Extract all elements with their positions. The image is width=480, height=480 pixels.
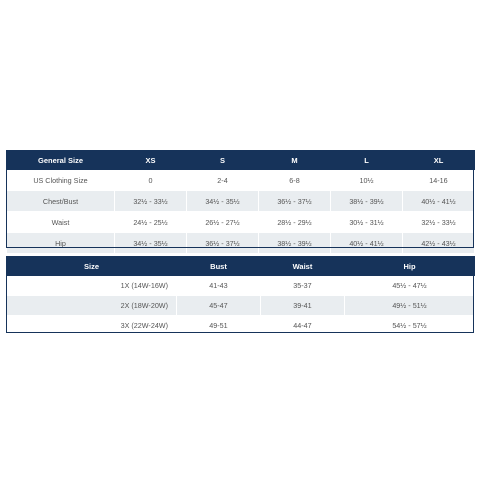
table-cell: 54½ - 57½	[345, 316, 475, 336]
header-size: Size	[7, 257, 177, 276]
table-cell: 10½	[331, 170, 403, 191]
header-xl: XL	[403, 151, 475, 170]
table-cell: 41-43	[177, 276, 261, 296]
table-cell: 39-41	[261, 296, 345, 316]
table-cell: 38½ - 39½	[331, 191, 403, 212]
plus-size-chart	[6, 256, 475, 336]
table-cell: 45-47	[177, 296, 261, 316]
table-row	[7, 212, 475, 233]
row-label: Waist	[7, 212, 115, 233]
table-cell: 49-51	[177, 316, 261, 336]
row-label: US Clothing Size	[7, 170, 115, 191]
table-cell: 24½ - 25½	[115, 212, 187, 233]
table-cell: 32½ - 33½	[115, 191, 187, 212]
table-cell: 40½ - 41½	[331, 233, 403, 254]
general-size-chart	[6, 150, 475, 254]
header-l: L	[331, 151, 403, 170]
table-cell: 6-8	[259, 170, 331, 191]
header-hip: Hip	[345, 257, 475, 276]
table-cell: 42½ - 43½	[403, 233, 475, 254]
table-cell: 38½ - 39½	[259, 233, 331, 254]
row-label: Chest/Bust	[7, 191, 115, 212]
table-cell: 14-16	[403, 170, 475, 191]
row-label: Hip	[7, 233, 115, 254]
header-xs: XS	[115, 151, 187, 170]
table-cell: 36½ - 37½	[187, 233, 259, 254]
header-s: S	[187, 151, 259, 170]
row-label: 1X (14W-16W)	[7, 276, 177, 296]
row-label: 2X (18W-20W)	[7, 296, 177, 316]
table-row	[7, 296, 475, 316]
table-cell: 35-37	[261, 276, 345, 296]
table-cell: 28½ - 29½	[259, 212, 331, 233]
table-cell: 0	[115, 170, 187, 191]
table-cell: 34½ - 35½	[115, 233, 187, 254]
table-cell: 32½ - 33½	[403, 212, 475, 233]
header-waist: Waist	[261, 257, 345, 276]
table-row	[7, 233, 475, 254]
table-header-row	[7, 257, 475, 276]
table-cell: 26½ - 27½	[187, 212, 259, 233]
header-general-size: General Size	[7, 151, 115, 170]
table-cell: 36½ - 37½	[259, 191, 331, 212]
table-cell: 49½ - 51½	[345, 296, 475, 316]
header-m: M	[259, 151, 331, 170]
table-cell: 40½ - 41½	[403, 191, 475, 212]
table-row	[7, 316, 475, 336]
table-cell: 2-4	[187, 170, 259, 191]
table-cell: 44-47	[261, 316, 345, 336]
table-cell: 45½ - 47½	[345, 276, 475, 296]
table-row	[7, 276, 475, 296]
table-row	[7, 191, 475, 212]
table-row	[7, 170, 475, 191]
header-bust: Bust	[177, 257, 261, 276]
row-label: 3X (22W-24W)	[7, 316, 177, 336]
table-header-row	[7, 151, 475, 170]
table-cell: 34½ - 35½	[187, 191, 259, 212]
table-cell: 30½ - 31½	[331, 212, 403, 233]
